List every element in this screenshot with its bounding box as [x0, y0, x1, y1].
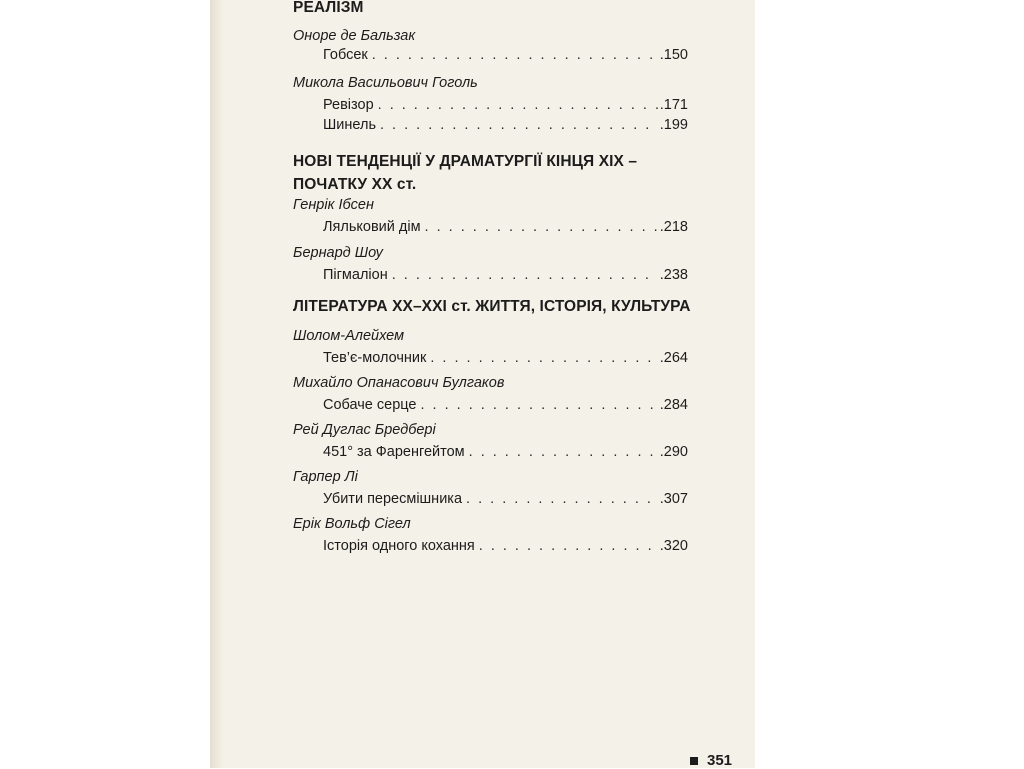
author-name: Генрік Ібсен [293, 197, 374, 213]
toc-entry[interactable] [323, 489, 688, 509]
entry-page: .150 [659, 47, 688, 63]
entry-title: Гобсек [323, 47, 368, 63]
dot-leader [430, 348, 657, 368]
author-name: Микола Васильович Гоголь [293, 75, 478, 91]
entry-page: .290 [659, 444, 688, 460]
author-name: Оноре де Бальзак [293, 28, 416, 44]
entry-title: Ляльковий дім [323, 219, 421, 235]
section-literature [293, 297, 703, 317]
entry-page: .284 [659, 397, 688, 413]
author-block [293, 27, 688, 65]
toc-entry[interactable] [323, 95, 688, 115]
toc-entry[interactable] [323, 536, 688, 556]
toc-entry[interactable] [323, 217, 688, 237]
section-drama [293, 152, 693, 195]
author-block [293, 327, 688, 368]
section-heading: РЕАЛІЗМ [293, 0, 364, 16]
entry-page: .171 [659, 97, 688, 113]
author-name: Михайло Опанасович Булгаков [293, 375, 505, 391]
square-bullet-icon [690, 757, 698, 765]
entry-page: .307 [659, 491, 688, 507]
author-block [293, 244, 688, 285]
page-footer [690, 752, 732, 769]
dot-leader [392, 265, 658, 285]
entry-title: Пігмаліон [323, 267, 388, 283]
entry-page: .264 [659, 350, 688, 366]
dot-leader [378, 95, 658, 115]
author-block [293, 374, 688, 415]
entry-title: Убити пересмішника [323, 491, 463, 507]
entry-title: Шинель [323, 117, 376, 133]
entry-title: Історія одного кохання [323, 538, 475, 554]
entry-page: .199 [659, 117, 688, 133]
author-name: Гарпер Лі [293, 469, 358, 485]
author-name: Бернард Шоу [293, 245, 383, 261]
toc-entry[interactable] [323, 45, 688, 65]
toc-entry[interactable] [323, 442, 688, 462]
section-realism [293, 0, 364, 18]
dot-leader [425, 217, 658, 237]
author-name: Ерік Вольф Сігел [293, 516, 411, 532]
author-block [293, 421, 688, 462]
entry-title: Собаче серце [323, 397, 417, 413]
entry-page: .320 [659, 538, 688, 554]
section-heading-line2: ПОЧАТКУ XX ст. [293, 176, 417, 193]
author-name: Рей Дуглас Бредбері [293, 422, 436, 438]
dot-leader [479, 536, 658, 556]
dot-leader [372, 45, 658, 65]
author-block [293, 515, 688, 556]
dot-leader [380, 115, 658, 135]
author-block [293, 74, 688, 135]
toc-entry[interactable] [323, 348, 688, 368]
entry-title: 451° за Фаренгейтом [323, 444, 465, 460]
toc-entry[interactable] [323, 115, 688, 135]
author-name: Шолом-Алейхем [293, 328, 405, 344]
author-block [293, 196, 688, 237]
section-heading: ЛІТЕРАТУРА XX–XXI ст. ЖИТТЯ, ІСТОРІЯ, КУЛЬТУРА [293, 298, 691, 315]
page-number: 351 [707, 752, 733, 769]
dot-leader [469, 442, 658, 462]
section-heading-line1: НОВІ ТЕНДЕНЦІЇ У ДРАМАТУРГІЇ КІНЦЯ XIX – [293, 153, 638, 170]
toc-entry[interactable] [323, 265, 688, 285]
toc-entry[interactable] [323, 395, 688, 415]
entry-page: .218 [659, 219, 688, 235]
entry-title: Ревізор [323, 97, 374, 113]
dot-leader [466, 489, 658, 509]
dot-leader [421, 395, 658, 415]
entry-page: .238 [659, 267, 688, 283]
author-block [293, 468, 688, 509]
entry-title: Тев’є-молочник [323, 350, 427, 366]
